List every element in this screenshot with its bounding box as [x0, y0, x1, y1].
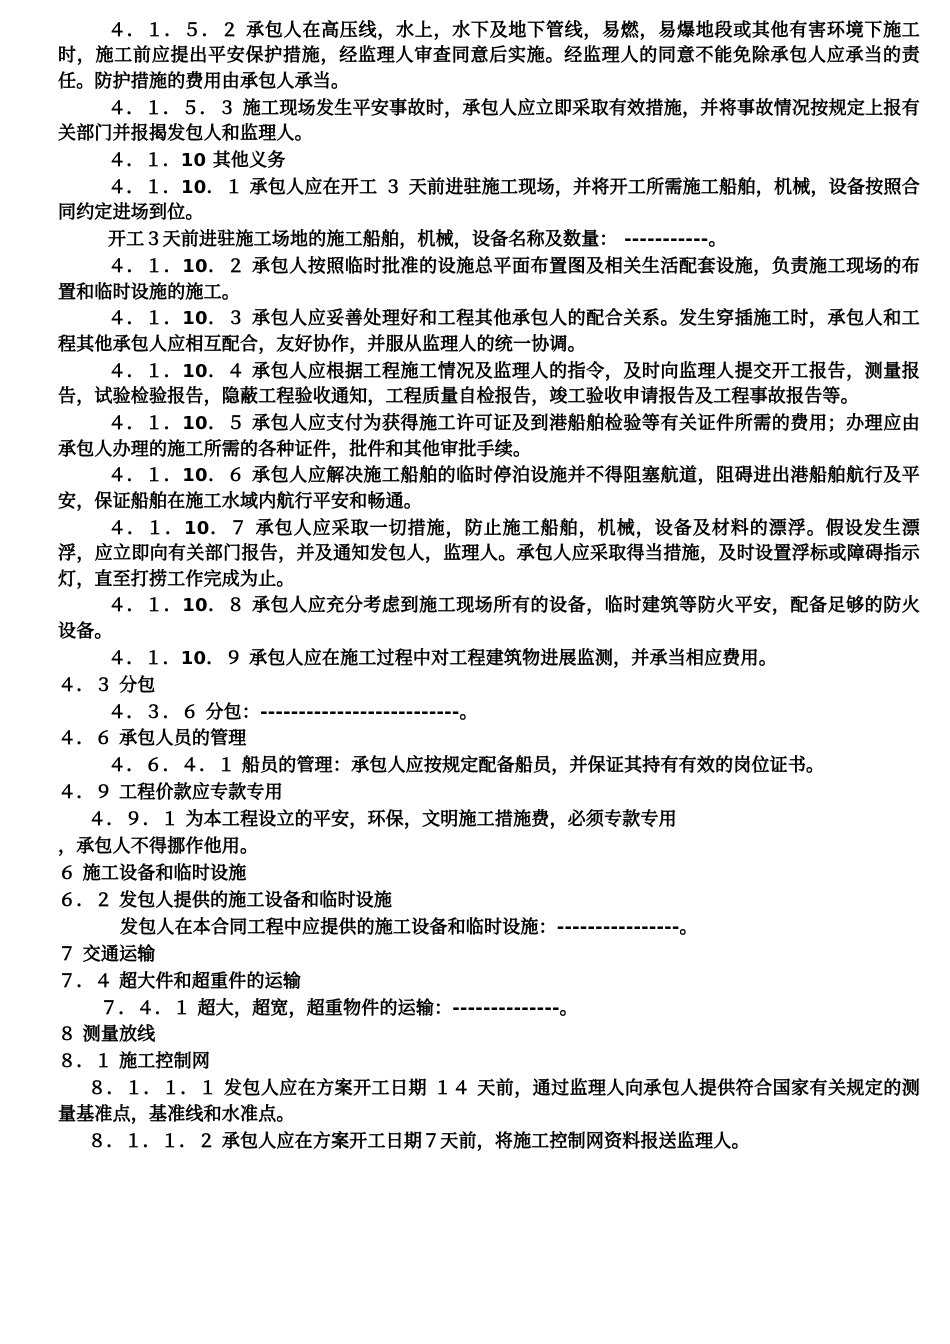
clause-8-1-1-2: ８．１．１．２ 承包人应在方案开工日期７天前，将施工控制网资料报送监理人。	[88, 1130, 750, 1152]
clause-4-1-10-heading: ４．１．10 其他义务	[108, 150, 286, 172]
clause-4-1-10-5: ４．１．10．５ 承包人应支付为获得施工许可证及到港船舶检验等有关证件所需的费用；办理应由承包人办理的施工所需的各种证件，批件和其他审批手续。	[58, 413, 920, 460]
clause-4-1-5-2: ４．１．５．２ 承包人在高压线，水上，水下及地下管线，易燃，易爆地段或其他有害环境下施工时，施工前应提出平安保护措施，经监理人审查同意后实施。经监理人的同意不能免除承包人应承当的责任。防护措施的费用由承包人承当。	[58, 20, 920, 92]
clause-4-1-10-4: ４．１．10．４ 承包人应根据工程施工情况及监理人的指令，及时向监理人提交开工报告，测量报告，试验检验报告，隐蔽工程验收通知，工程质量自检报告，竣工验收申请报告及工程事故报告等。	[58, 360, 920, 408]
section-4-3-heading: ４．３ 分包	[58, 674, 156, 696]
clause-4-1-10-9: ４．１．10．９ 承包人应在施工过程中对工程建筑物进展监测，并承当相应费用。	[108, 647, 777, 669]
clause-4-1-10-7: ４．１．10．７ 承包人应采取一切措施，防止施工船舶，机械，设备及材料的漂浮。假设发生漂浮，应立即向有关部门报告，并及通知发包人，监理人。承包人应采取得当措施，及时设置浮标或障碍指示灯，直至打捞工作完成为止。	[58, 517, 920, 590]
clause-4-6-4-1: ４．６．４．１ 船员的管理：承包人应按规定配备船员，并保证其持有有效的岗位证书。	[108, 755, 825, 777]
section-4-9-heading: ４．９ 工程价款应专款专用	[58, 782, 283, 804]
equipment-list-blank: 开工３天前进驻施工场地的施工船舶，机械，设备名称及数量： -----------。	[108, 229, 727, 251]
clause-7-4-1: ７．４．１ 超大，超宽，超重物件的运输：--------------。	[100, 997, 578, 1019]
clause-4-1-5-3: ４．１．５．３ 施工现场发生平安事故时，承包人应立即采取有效措施，并将事故情况按规定上报有关部门并报揭发包人和监理人。	[58, 97, 920, 145]
employer-equipment-blank: 发包人在本合同工程中应提供的施工设备和临时设施：----------------。	[120, 916, 698, 938]
clause-4-1-10-2: ４．１．10．２ 承包人按照临时批准的设施总平面布置图及相关生活配套设施，负责施工现场的布置和临时设施的施工。	[58, 256, 920, 303]
document-body	[58, 18, 920, 1155]
section-4-6-heading: ４．６ 承包人员的管理	[58, 728, 247, 750]
clause-4-9-1: ４．９．１ 为本工程设立的平安，环保，文明施工措施费，必须专款专用	[88, 809, 677, 831]
section-7-4-heading: ７．４ 超大件和超重件的运输	[58, 970, 302, 992]
clause-8-1-1-1: ８．１．１．１ 发包人应在方案开工日期 １４ 天前，通过监理人向承包人提供符合国家有关规定的测量基准点，基准线和水准点。	[58, 1078, 920, 1125]
clause-4-1-10-8: ４．１．10．８ 承包人应充分考虑到施工现场所有的设备，临时建筑等防火平安，配备足够的防火设备。	[58, 595, 920, 642]
clause-4-1-10-6: ４．１．10．６ 承包人应解决施工船舶的临时停泊设施并不得阻塞航道，阻碍进出港船舶航行及平安，保证船舶在施工水域内航行平安和畅通。	[58, 465, 920, 512]
section-8-1-heading: ８．１ 施工控制网	[58, 1051, 211, 1073]
section-6-heading: ６ 施工设备和临时设施	[58, 863, 247, 884]
section-6-2-heading: ６．２ 发包人提供的施工设备和临时设施	[58, 889, 393, 911]
clause-4-1-10-3: ４．１．10．３ 承包人应妥善处理好和工程其他承包人的配合关系。发生穿插施工时，承包人和工程其他承包人应相互配合，友好协作，并服从监理人的统一协调。	[58, 308, 920, 355]
section-7-heading: ７ 交通运输	[58, 943, 156, 965]
clause-4-1-10-1: ４．１．10．１ 承包人应在开工 ３ 天前进驻施工现场，并将开工所需施工船舶，机械，设备按照合同约定进场到位。	[58, 176, 920, 224]
section-8-heading: ８ 测量放线	[58, 1024, 156, 1046]
clause-4-3-6: ４．３．６ 分包：--------------------------。	[108, 701, 478, 723]
clause-4-9-1-continued: ，承包人不得挪作他用。	[58, 836, 259, 858]
